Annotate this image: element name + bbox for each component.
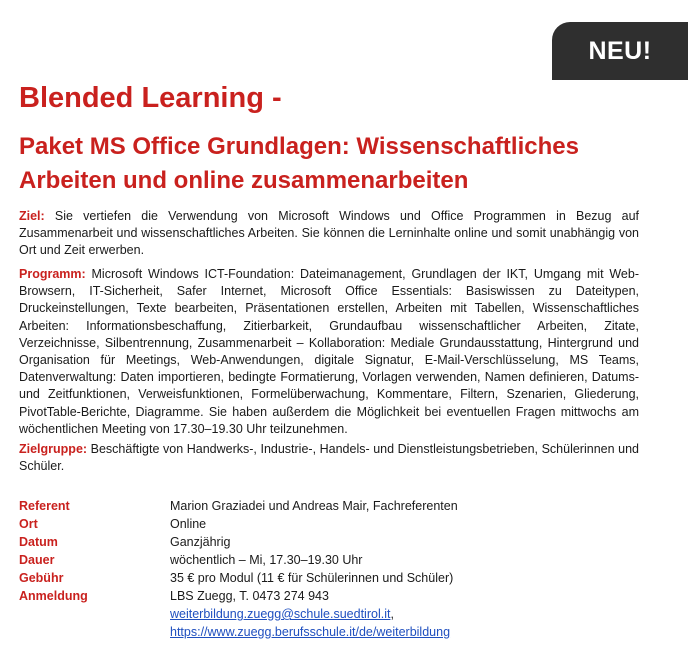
detail-key: Gebühr	[19, 571, 64, 585]
detail-row-anmeldung	[19, 587, 659, 605]
new-badge	[552, 22, 688, 80]
zielgruppe-text: Beschäftigte von Handwerks-, Industrie-, Handels- und Dienstleistungsbetrieben, Schülerinnen und Schüler.	[19, 442, 639, 474]
email-link[interactable]: weiterbildung.zuegg@schule.suedtirol.it	[170, 607, 391, 621]
zielgruppe-paragraph	[19, 441, 639, 475]
detail-value: wöchentlich – Mi, 17.30–19.30 Uhr	[170, 553, 363, 567]
ziel-paragraph	[19, 208, 639, 260]
detail-key: Dauer	[19, 553, 55, 567]
detail-row-referent	[19, 497, 659, 515]
detail-value-url	[170, 623, 659, 641]
programm-paragraph	[19, 266, 639, 438]
programm-label: Programm:	[19, 267, 86, 281]
detail-key-empty	[19, 605, 170, 623]
email-suffix: ,	[390, 607, 394, 621]
course-title: Paket MS Office Grundlagen: Wissenschaftliches Arbeiten und online zusammenarbeiten	[19, 133, 579, 194]
zielgruppe-label: Zielgruppe:	[19, 442, 88, 456]
website-link[interactable]: https://www.zuegg.berufsschule.it/de/weiterbildung	[170, 625, 451, 639]
detail-key: Referent	[19, 499, 70, 513]
detail-value-email	[170, 605, 659, 623]
detail-key: Datum	[19, 535, 58, 549]
page-title: Blended Learning -	[19, 82, 282, 114]
detail-row-dauer	[19, 551, 659, 569]
detail-value: Ganzjährig	[170, 535, 231, 549]
detail-key: Anmeldung	[19, 589, 88, 603]
detail-value: 35 € pro Modul (11 € für Schülerinnen und Schüler)	[170, 571, 454, 585]
detail-value: Marion Graziadei und Andreas Mair, Fachreferenten	[170, 499, 458, 513]
detail-key: Ort	[19, 517, 38, 531]
new-badge-label: NEU!	[588, 36, 652, 65]
detail-row-datum	[19, 533, 659, 551]
detail-row-email	[19, 605, 659, 623]
detail-value: Online	[170, 517, 207, 531]
ziel-label: Ziel:	[19, 209, 45, 223]
ziel-text: Sie vertiefen die Verwendung von Microsoft Windows und Office Programmen in Bezug auf Zusammenarbeit und wissenschaftliches Arbeiten. Sie können die Lerninhalte online und somit unabhängig von Ort und Zeit erwerben.	[19, 209, 639, 258]
details-table	[19, 497, 659, 641]
detail-value: LBS Zuegg, T. 0473 274 943	[170, 589, 329, 603]
programm-text: Microsoft Windows ICT-Foundation: Dateimanagement, Grundlagen der IKT, Umgang mit Web-Browsern, IT-Sicherheit, Safer Internet, Microsoft Office Essentials: Basiswissen zu Dateitypen, Druckeinstellungen, Texte bearbeiten, Präsentationen erstellen, Arbeiten mit Tabellen, Wissenschaftliches Arbeiten: Informationsbeschaffung, Zitierbarkeit, Grundaufbau wissenschaftlicher Arbeiten, Zitate, Verzeichnisse, Silbentrennung, Zusammenarbeit – Kollaboration: Mediale Grundausstattung, Hintergrund und Organisation für Meetings, Web-Anwendungen, digitale Signatur, E-Mail-Verschlüsselung, MS Teams, Datenverwaltung: Daten importieren, bedingte Formatierung, Vorlagen verwenden, Namen definieren, Datums- und Zeitfunktionen, Verweisfunktionen, Formelüberwachung, Kommentare, Filtern, Szenarien, Gliederung, PivotTable-Berichte, Diagramme. Sie haben außerdem die Möglichkeit bei eventuellen Fragen mittwochs am wöchentlichen Meeting von 17.30–19.30 Uhr teilzunehmen.	[19, 267, 639, 436]
detail-key-empty	[19, 623, 170, 641]
detail-row-url	[19, 623, 659, 641]
detail-row-gebuehr	[19, 569, 659, 587]
detail-row-ort	[19, 515, 659, 533]
